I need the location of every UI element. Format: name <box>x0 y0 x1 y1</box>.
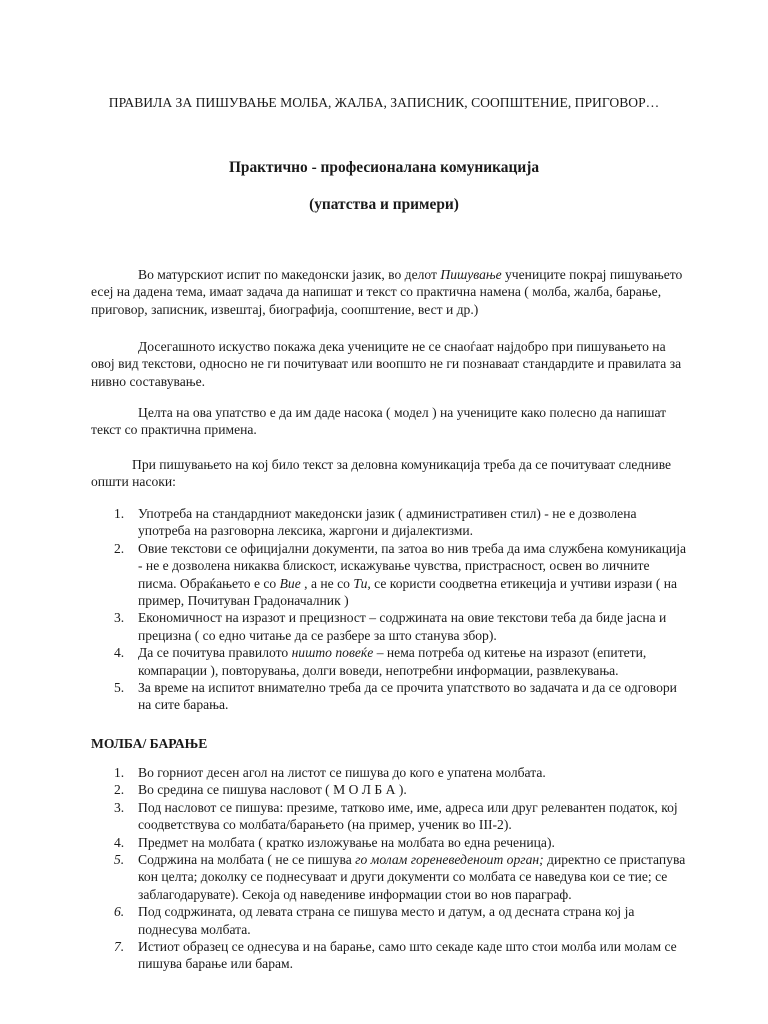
list-item: 3. Под насловот се пишува: презиме, татково име, име, адреса или друг релевантен податок, кој соодветствува со молбата/барањето (на пример, ученик во III-2). <box>114 799 678 833</box>
list-item: 1. Употреба на стандардниот македонски јазик ( административен стил) - не е дозволена употреба на разговорна лексика, жаргони и дијалектизми. <box>114 506 637 539</box>
list-item: 5. Содржина на молбата ( не се пишува го молам гореневеденоит орган; директно се пристапува кон целта; доколку се поднесуваат и други документи со молбата се наведува кои се тие; се заблагодарувате). Секоја од наведениве информации стои во нов параграф. <box>114 852 686 902</box>
list-item: 7. Истиот образец се однесува и на барање, само што секаде каде што стои молба или молам се пишува барање или барам. <box>114 939 677 972</box>
request-rules-list <box>91 764 689 973</box>
purpose-paragraph: Целта на ова упатство е да им даде насока ( модел ) на учениците како полесно да напишат текст со практична примена. <box>91 405 667 438</box>
list-item: 6. Под содржината, од левата страна се пишува место и датум, а од десната страна кој ја поднесува молбата. <box>114 904 635 937</box>
section-heading: МОЛБА/ БАРАЊЕ <box>91 736 208 751</box>
list-item: 5. За време на испитот внимателно треба да се прочита упатството во задачата и да се одговори на сите барања. <box>114 680 677 713</box>
document-header: ПРАВИЛА ЗА ПИШУВАЊЕ МОЛБА, ЖАЛБА, ЗАПИСНИК, СООПШТЕНИЕ, ПРИГОВОР… <box>108 95 660 110</box>
intro-paragraph: Во матурскиот испит по македонски јазик, во делот Пишување учениците покрај пишувањето есеј на дадена тема, имаат задача да напишат и текст со практична намена ( молба, жалба, барање, приговор, записник, извештај, биографија, соопштение, вест и др.) <box>91 267 683 317</box>
list-item: 3. Економичност на изразот и прецизност – содржината на овие текстови теба да биде јасна и прецизна ( со едно читање да се разбере за што станува збор). <box>114 610 667 643</box>
list-item: 4. Предмет на молбата ( кратко изложување на молбата во една реченица). <box>114 834 555 850</box>
general-guidelines-list <box>91 505 689 714</box>
guidelines-intro-paragraph: При пишувањето на кој било текст за деловна комуникација треба да се почитуваат следниве општи насоки: <box>91 457 672 490</box>
list-item: 1. Во горниот десен агол на листот се пишува до кого е упатена молбата. <box>114 765 546 780</box>
list-item: 2. Овие текстови се официјални документи, па затоа во нив треба да има службена комуникација - не е дозволена никаква блискост, искажување чувства, пристрасност, освен во личните писма. Обраќањето е со Вие , а не со Ти, се користи соодветна етикеција и учтиви изрази ( на пример, Почитуван Градоначалник ) <box>114 540 687 609</box>
list-item: 4. Да се почитува правилото ништо повеќе – нема потреба од китење на изразот (епитети, компарации ), повторувања, долги воведи, непотребни информации, развлекувања. <box>114 645 647 678</box>
document-title: Практично - професионалана комуникација <box>228 159 540 176</box>
experience-paragraph: Досегашното искуство покажа дека учениците не се снаоѓаат најдобро при пишувањето на овој вид текстови, односно не ги почитуваат или воопшто не ги познаваат стандардите и правилата за нивно составување. <box>91 339 682 389</box>
document-subtitle: (упатства и примери) <box>309 196 459 213</box>
list-item: 2. Во средина се пишува насловот ( М О Л Б А ). <box>114 782 407 798</box>
